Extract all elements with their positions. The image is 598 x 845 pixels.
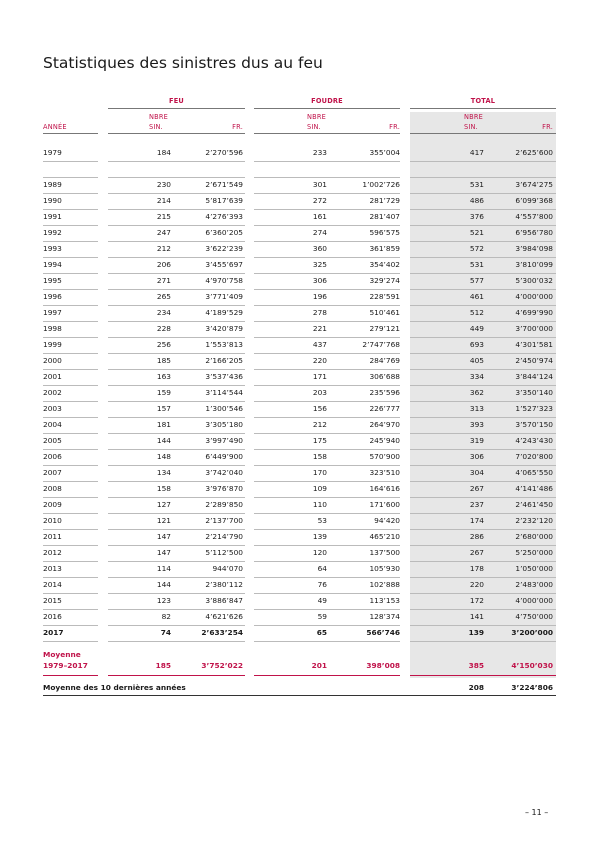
foudre-amount-cell: 235’596	[369, 388, 400, 397]
row-rule-total	[410, 641, 556, 642]
feu-amount-cell: 3’886’847	[205, 596, 243, 605]
year-cell: 2014	[43, 580, 62, 589]
foudre-count-cell: 120	[312, 548, 327, 557]
table-row	[0, 450, 598, 466]
feu-count-cell: 265	[156, 292, 171, 301]
last10-total-count: 208	[468, 683, 484, 692]
group-rule-foudre	[254, 108, 400, 109]
year-cell: 2003	[43, 404, 62, 413]
total-count-cell: 521	[469, 228, 484, 237]
table-row	[0, 370, 598, 386]
feu-amount-cell: 1’553’813	[205, 340, 243, 349]
total-count-cell: 139	[468, 628, 484, 637]
foudre-amount-cell: 1’002’726	[362, 180, 400, 189]
feu-amount-cell: 2’380’112	[205, 580, 243, 589]
total-count-cell: 172	[469, 596, 484, 605]
feu-amount-cell: 3’537’436	[205, 372, 243, 381]
foudre-count-cell: 220	[312, 356, 327, 365]
table-row	[0, 306, 598, 322]
feu-count-cell: 74	[160, 628, 171, 637]
header-year: ANNÉE	[43, 123, 67, 131]
total-amount-cell: 4’699’990	[515, 308, 553, 317]
total-count-cell: 405	[469, 356, 484, 365]
feu-count-cell: 147	[156, 532, 171, 541]
foudre-count-cell: 76	[317, 580, 327, 589]
total-amount-cell: 3’810’099	[515, 260, 553, 269]
group-label-foudre: FOUDRE	[311, 97, 343, 105]
total-amount-cell: 3’350’140	[515, 388, 553, 397]
foudre-amount-cell: 171’600	[369, 500, 400, 509]
total-amount-cell: 6’099’368	[515, 196, 553, 205]
table-row	[0, 498, 598, 514]
feu-count-cell: 256	[156, 340, 171, 349]
total-amount-cell: 3’700’000	[515, 324, 553, 333]
feu-count-cell: 82	[161, 612, 171, 621]
total-count-cell: 304	[469, 468, 484, 477]
feu-count-cell: 114	[156, 564, 171, 573]
foudre-count-cell: 171	[312, 372, 327, 381]
year-cell: 2001	[43, 372, 62, 381]
total-count-cell: 237	[469, 500, 484, 509]
total-amount-cell: 2’450’974	[515, 356, 553, 365]
foudre-amount-cell: 596’575	[369, 228, 400, 237]
feu-count-cell: 228	[156, 324, 171, 333]
page-number: – 11 –	[525, 808, 549, 817]
year-cell: 1989	[43, 180, 62, 189]
table-row	[0, 226, 598, 242]
table-row	[0, 610, 598, 626]
feu-amount-cell: 5’112’500	[205, 548, 243, 557]
total-count-cell: 461	[469, 292, 484, 301]
feu-amount-cell: 4’621’626	[205, 612, 243, 621]
feu-amount-cell: 6’449’900	[205, 452, 243, 461]
total-count-cell: 174	[469, 516, 484, 525]
feu-count-cell: 163	[156, 372, 171, 381]
table-row	[0, 258, 598, 274]
average-row	[0, 649, 598, 677]
table-row	[0, 626, 598, 642]
last10-total-amount: 3’224’806	[511, 683, 553, 692]
feu-amount-cell: 2’137’700	[205, 516, 243, 525]
feu-count-cell: 127	[156, 500, 171, 509]
total-amount-cell: 7’020’800	[515, 452, 553, 461]
row-rule-year	[43, 641, 98, 642]
foudre-count-cell: 278	[312, 308, 327, 317]
table-row	[0, 530, 598, 546]
table-row	[0, 418, 598, 434]
feu-amount-cell: 3’622’239	[205, 244, 243, 253]
foudre-count-cell: 272	[312, 196, 327, 205]
foudre-amount-cell: 2’747’768	[362, 340, 400, 349]
year-cell: 2016	[43, 612, 62, 621]
feu-amount-cell: 2’671’549	[205, 180, 243, 189]
year-cell: 2008	[43, 484, 62, 493]
header-foudre-amount: FR.	[389, 123, 400, 131]
total-count-cell: 286	[469, 532, 484, 541]
header-feu-count-line2: SIN.	[149, 123, 163, 131]
foudre-amount-cell: 361’859	[369, 244, 400, 253]
total-amount-cell: 4’557’800	[515, 212, 553, 221]
feu-count-cell: 144	[156, 436, 171, 445]
header-feu-amount: FR.	[232, 123, 243, 131]
feu-count-cell: 206	[156, 260, 171, 269]
foudre-count-cell: 175	[312, 436, 327, 445]
total-count-cell: 267	[469, 548, 484, 557]
feu-count-cell: 212	[156, 244, 171, 253]
header-foudre-count	[307, 112, 326, 132]
table-row	[0, 338, 598, 354]
foudre-amount-cell: 113’153	[369, 596, 400, 605]
total-amount-cell: 2’232’120	[515, 516, 553, 525]
feu-count-cell: 148	[156, 452, 171, 461]
foudre-count-cell: 437	[312, 340, 327, 349]
foudre-amount-cell: 279’121	[369, 324, 400, 333]
total-count-cell: 141	[469, 612, 484, 621]
header-rule-total	[410, 133, 556, 134]
foudre-count-cell: 158	[312, 452, 327, 461]
total-count-cell: 334	[469, 372, 484, 381]
foudre-count-cell: 53	[317, 516, 327, 525]
total-amount-cell: 4’301’581	[515, 340, 553, 349]
average-rule-total	[410, 675, 556, 676]
year-cell: 2013	[43, 564, 62, 573]
feu-count-cell: 214	[156, 196, 171, 205]
total-count-cell: 376	[469, 212, 484, 221]
foudre-amount-cell: 570’900	[369, 452, 400, 461]
total-count-cell: 417	[469, 148, 484, 157]
year-cell: 1997	[43, 308, 62, 317]
year-cell: 2009	[43, 500, 62, 509]
foudre-count-cell: 233	[312, 148, 327, 157]
foudre-amount-cell: 128’374	[369, 612, 400, 621]
table-row	[0, 290, 598, 306]
foudre-amount-cell: 329’274	[369, 276, 400, 285]
total-count-cell: 220	[469, 580, 484, 589]
total-count-cell: 362	[469, 388, 484, 397]
foudre-amount-cell: 354’402	[369, 260, 400, 269]
total-amount-cell: 1’527’323	[515, 404, 553, 413]
average-total-amount: 4’150’030	[511, 661, 553, 670]
foudre-amount-cell: 281’729	[369, 196, 400, 205]
feu-count-cell: 185	[156, 356, 171, 365]
year-cell: 2010	[43, 516, 62, 525]
feu-amount-cell: 3’420’879	[205, 324, 243, 333]
total-amount-cell: 2’680’000	[515, 532, 553, 541]
total-count-cell: 313	[469, 404, 484, 413]
total-amount-cell: 4’141’486	[515, 484, 553, 493]
foudre-count-cell: 170	[312, 468, 327, 477]
feu-amount-cell: 4’276’393	[205, 212, 243, 221]
table-row	[0, 386, 598, 402]
foudre-amount-cell: 323’510	[369, 468, 400, 477]
feu-amount-cell: 2’214’790	[205, 532, 243, 541]
foudre-count-cell: 64	[317, 564, 327, 573]
average-label-line2: 1979–2017	[43, 660, 88, 670]
foudre-amount-cell: 355’004	[369, 148, 400, 157]
feu-amount-cell: 3’455’697	[205, 260, 243, 269]
feu-count-cell: 157	[156, 404, 171, 413]
year-cell: 2005	[43, 436, 62, 445]
average-feu-count: 185	[155, 661, 171, 670]
feu-count-cell: 123	[156, 596, 171, 605]
year-cell: 1995	[43, 276, 62, 285]
table-row	[0, 178, 598, 194]
feu-count-cell: 271	[156, 276, 171, 285]
total-amount-cell: 3’984’098	[515, 244, 553, 253]
total-amount-cell: 2’461’450	[515, 500, 553, 509]
average-feu-amount: 3’752’022	[201, 661, 243, 670]
total-count-cell: 306	[469, 452, 484, 461]
feu-amount-cell: 3’997’490	[205, 436, 243, 445]
foudre-amount-cell: 245’940	[369, 436, 400, 445]
feu-amount-cell: 3’976’870	[205, 484, 243, 493]
table-row	[0, 274, 598, 290]
foudre-count-cell: 221	[312, 324, 327, 333]
total-count-cell: 577	[469, 276, 484, 285]
year-cell: 2011	[43, 532, 62, 541]
table-row	[0, 482, 598, 498]
feu-amount-cell: 2’633’254	[201, 628, 243, 637]
feu-count-cell: 247	[156, 228, 171, 237]
last10-label: Moyenne des 10 dernières années	[43, 683, 186, 692]
total-count-cell: 267	[469, 484, 484, 493]
page-title: Statistiques des sinistres dus au feu	[43, 54, 323, 72]
foudre-amount-cell: 284’769	[369, 356, 400, 365]
total-count-cell: 319	[469, 436, 484, 445]
foudre-amount-cell: 281’407	[369, 212, 400, 221]
total-count-cell: 449	[469, 324, 484, 333]
feu-amount-cell: 2’270’596	[205, 148, 243, 157]
foudre-amount-cell: 94’420	[374, 516, 400, 525]
feu-count-cell: 144	[156, 580, 171, 589]
foudre-count-cell: 360	[312, 244, 327, 253]
foudre-count-cell: 49	[317, 596, 327, 605]
table-row	[0, 354, 598, 370]
total-amount-cell: 1’050’000	[515, 564, 553, 573]
foudre-amount-cell: 105’930	[369, 564, 400, 573]
foudre-amount-cell: 465’210	[369, 532, 400, 541]
header-foudre-count-line2: SIN.	[307, 123, 321, 131]
total-amount-cell: 5’250’000	[515, 548, 553, 557]
year-cell: 2015	[43, 596, 62, 605]
table-row	[0, 578, 598, 594]
group-rule-feu	[108, 108, 245, 109]
feu-count-cell: 230	[156, 180, 171, 189]
feu-count-cell: 159	[156, 388, 171, 397]
average-foudre-count: 201	[311, 661, 327, 670]
average-foudre-amount: 398’008	[366, 661, 400, 670]
foudre-count-cell: 59	[317, 612, 327, 621]
year-cell: 1990	[43, 196, 62, 205]
header-total-count-line1: NBRE	[464, 113, 484, 121]
year-cell: 1996	[43, 292, 62, 301]
total-count-cell: 178	[469, 564, 484, 573]
feu-amount-cell: 944’070	[212, 564, 243, 573]
foudre-count-cell: 109	[312, 484, 327, 493]
table-row	[0, 146, 598, 162]
year-cell: 1991	[43, 212, 62, 221]
feu-amount-cell: 3’305’180	[205, 420, 243, 429]
header-foudre-count-line1: NBRE	[307, 113, 327, 121]
table-row	[0, 466, 598, 482]
feu-count-cell: 147	[156, 548, 171, 557]
feu-count-cell: 121	[156, 516, 171, 525]
year-cell: 2002	[43, 388, 62, 397]
header-rule-foudre	[254, 133, 400, 134]
feu-amount-cell: 6’360’205	[205, 228, 243, 237]
feu-count-cell: 184	[156, 148, 171, 157]
total-amount-cell: 3’200’000	[511, 628, 553, 637]
total-amount-cell: 5’300’032	[515, 276, 553, 285]
average-rule-foudre	[254, 675, 400, 676]
total-count-cell: 512	[469, 308, 484, 317]
total-amount-cell: 3’674’275	[515, 180, 553, 189]
table-row	[0, 434, 598, 450]
total-count-cell: 531	[469, 180, 484, 189]
feu-count-cell: 181	[156, 420, 171, 429]
table-row	[0, 546, 598, 562]
year-cell: 1999	[43, 340, 62, 349]
year-cell: 1998	[43, 324, 62, 333]
feu-amount-cell: 3’742’040	[205, 468, 243, 477]
year-cell: 2004	[43, 420, 62, 429]
foudre-amount-cell: 566’746	[366, 628, 400, 637]
feu-count-cell: 234	[156, 308, 171, 317]
average-label	[43, 650, 88, 671]
last10-rule	[43, 695, 556, 696]
header-feu-count-line1: NBRE	[149, 113, 169, 121]
year-cell: 2012	[43, 548, 62, 557]
feu-amount-cell: 1’300’546	[205, 404, 243, 413]
foudre-count-cell: 325	[312, 260, 327, 269]
foudre-count-cell: 139	[312, 532, 327, 541]
total-amount-cell: 2’483’000	[515, 580, 553, 589]
feu-count-cell: 158	[156, 484, 171, 493]
total-amount-cell: 4’000’000	[515, 292, 553, 301]
average-rule-year	[43, 675, 98, 676]
table-row-gap	[0, 162, 598, 178]
foudre-count-cell: 65	[316, 628, 327, 637]
feu-count-cell: 215	[156, 212, 171, 221]
total-amount-cell: 3’570’150	[515, 420, 553, 429]
table-row	[0, 210, 598, 226]
group-label-feu: FEU	[169, 97, 184, 105]
foudre-count-cell: 301	[312, 180, 327, 189]
feu-amount-cell: 4’189’529	[205, 308, 243, 317]
header-total-count	[464, 112, 483, 132]
average-rule-feu	[108, 675, 245, 676]
table-row	[0, 242, 598, 258]
foudre-amount-cell: 264’970	[369, 420, 400, 429]
total-amount-cell: 4’243’430	[515, 436, 553, 445]
table-row	[0, 194, 598, 210]
year-cell: 2006	[43, 452, 62, 461]
feu-amount-cell: 5’817’639	[205, 196, 243, 205]
header-rule-feu	[108, 133, 245, 134]
header-rule-year	[43, 133, 98, 134]
group-rule-total	[410, 108, 556, 109]
year-cell: 1979	[43, 148, 62, 157]
feu-amount-cell: 3’114’544	[205, 388, 243, 397]
foudre-count-cell: 212	[312, 420, 327, 429]
feu-count-cell: 134	[156, 468, 171, 477]
header-feu-count	[149, 112, 168, 132]
foudre-count-cell: 156	[312, 404, 327, 413]
row-rule-foudre	[254, 641, 400, 642]
total-count-cell: 531	[469, 260, 484, 269]
header-total-count-line2: SIN.	[464, 123, 478, 131]
table-row	[0, 402, 598, 418]
average-total-count: 385	[468, 661, 484, 670]
total-count-cell: 486	[469, 196, 484, 205]
table-row	[0, 322, 598, 338]
total-amount-cell: 4’000’000	[515, 596, 553, 605]
year-cell: 2000	[43, 356, 62, 365]
foudre-amount-cell: 228’591	[369, 292, 400, 301]
row-rule-feu	[108, 641, 245, 642]
table-row	[0, 514, 598, 530]
year-cell: 1994	[43, 260, 62, 269]
average-label-line1: Moyenne	[43, 650, 81, 659]
table-row	[0, 562, 598, 578]
foudre-count-cell: 110	[312, 500, 327, 509]
foudre-amount-cell: 510’461	[369, 308, 400, 317]
foudre-amount-cell: 102’888	[369, 580, 400, 589]
total-amount-cell: 4’750’000	[515, 612, 553, 621]
total-amount-cell: 2’625’600	[515, 148, 553, 157]
year-cell: 2007	[43, 468, 62, 477]
foudre-amount-cell: 137’500	[369, 548, 400, 557]
year-cell: 1993	[43, 244, 62, 253]
last10-average-row	[0, 680, 598, 696]
foudre-count-cell: 274	[312, 228, 327, 237]
foudre-count-cell: 161	[312, 212, 327, 221]
total-count-cell: 393	[469, 420, 484, 429]
foudre-count-cell: 306	[312, 276, 327, 285]
foudre-count-cell: 196	[312, 292, 327, 301]
total-count-cell: 572	[469, 244, 484, 253]
group-label-total: TOTAL	[470, 97, 496, 105]
feu-amount-cell: 2’166’205	[205, 356, 243, 365]
foudre-count-cell: 203	[312, 388, 327, 397]
total-amount-cell: 4’065’550	[515, 468, 553, 477]
total-count-cell: 693	[469, 340, 484, 349]
header-total-amount: FR.	[542, 123, 553, 131]
foudre-amount-cell: 306’688	[369, 372, 400, 381]
year-cell: 1992	[43, 228, 62, 237]
foudre-amount-cell: 226’777	[369, 404, 400, 413]
feu-amount-cell: 4’970’758	[205, 276, 243, 285]
feu-amount-cell: 3’771’409	[205, 292, 243, 301]
year-cell: 2017	[43, 628, 64, 637]
table-row	[0, 594, 598, 610]
feu-amount-cell: 2’289’850	[205, 500, 243, 509]
foudre-amount-cell: 164’616	[369, 484, 400, 493]
total-amount-cell: 3’844’124	[515, 372, 553, 381]
total-amount-cell: 6’956’780	[515, 228, 553, 237]
